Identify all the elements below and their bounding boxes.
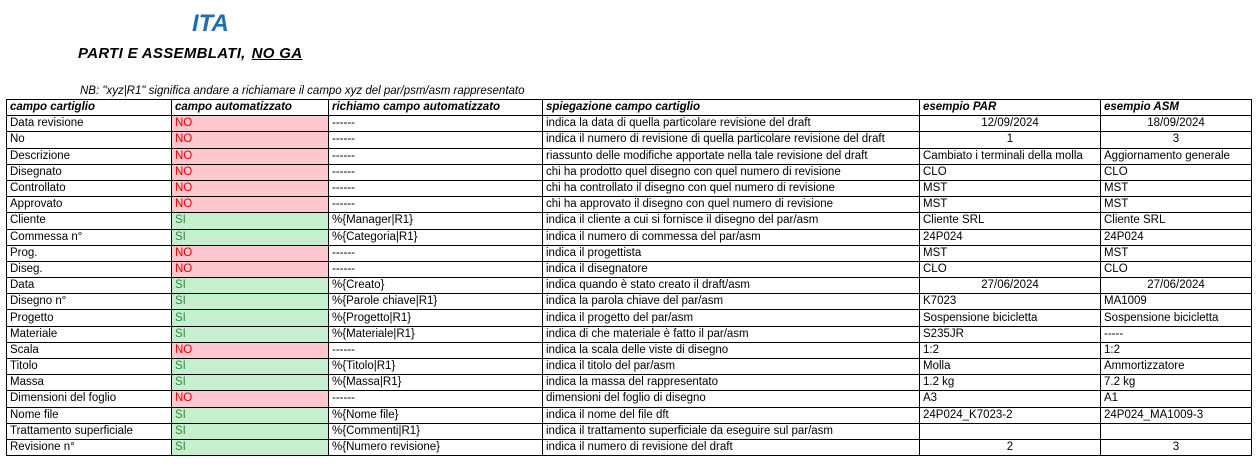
- cell-spiegazione[interactable]: indica il progettista: [543, 245, 920, 261]
- header-cell[interactable]: campo cartiglio: [7, 100, 172, 116]
- cell-esempio-asm[interactable]: A1: [1101, 391, 1252, 407]
- note-text: NB: "xyz|R1" significa andare a richiamare il campo xyz del par/psm/asm rappresentato: [80, 85, 525, 97]
- table-row: [7, 310, 1252, 326]
- cell-esempio-par[interactable]: 27/06/2024: [920, 278, 1101, 294]
- header-cell[interactable]: campo automatizzato: [172, 100, 329, 116]
- cell-spiegazione[interactable]: chi ha controllato il disegno con quel numero di revisione: [543, 180, 920, 196]
- cell-automatizzato[interactable]: NO: [172, 197, 329, 213]
- cell-esempio-asm[interactable]: 1:2: [1101, 342, 1252, 358]
- cell-automatizzato[interactable]: SI: [172, 326, 329, 342]
- cell-esempio-asm[interactable]: CLO: [1101, 261, 1252, 277]
- cell-richiamo[interactable]: ------: [329, 261, 543, 277]
- subtitle-main: PARTI E ASSEMBLATI,: [78, 45, 246, 62]
- cell-spiegazione[interactable]: indica di che materiale è fatto il par/asm: [543, 326, 920, 342]
- cell-spiegazione[interactable]: indica il numero di commessa del par/asm: [543, 229, 920, 245]
- cell-esempio-asm[interactable]: 7.2 kg: [1101, 375, 1252, 391]
- cell-spiegazione[interactable]: dimensioni del foglio di disegno: [543, 391, 920, 407]
- cell-automatizzato[interactable]: SI: [172, 423, 329, 439]
- cell-esempio-asm[interactable]: 24P024_MA1009-3: [1101, 407, 1252, 423]
- cell-automatizzato[interactable]: SI: [172, 310, 329, 326]
- cell-campo[interactable]: Materiale: [7, 326, 172, 342]
- cell-spiegazione[interactable]: indica la massa del rappresentato: [543, 375, 920, 391]
- cell-esempio-par[interactable]: Cambiato i terminali della molla: [920, 148, 1101, 164]
- cell-esempio-par[interactable]: 1:2: [920, 342, 1101, 358]
- cell-esempio-par[interactable]: 12/09/2024: [920, 116, 1101, 132]
- cell-esempio-asm[interactable]: [1101, 423, 1252, 439]
- cell-campo[interactable]: Disegno n°: [7, 294, 172, 310]
- cell-esempio-par[interactable]: Sospensione bicicletta: [920, 310, 1101, 326]
- table-row: [7, 197, 1252, 213]
- cell-richiamo[interactable]: ------: [329, 391, 543, 407]
- cell-richiamo[interactable]: %{Nome file}: [329, 407, 543, 423]
- cell-spiegazione[interactable]: indica il progetto del par/asm: [543, 310, 920, 326]
- table-row: [7, 180, 1252, 196]
- cell-spiegazione[interactable]: indica il nome del file dft: [543, 407, 920, 423]
- header-cell[interactable]: spiegazione campo cartiglio: [543, 100, 920, 116]
- cell-esempio-par[interactable]: MST: [920, 197, 1101, 213]
- header-cell[interactable]: esempio PAR: [920, 100, 1101, 116]
- cell-campo[interactable]: Disegnato: [7, 164, 172, 180]
- header-cell[interactable]: richiamo campo automatizzato: [329, 100, 543, 116]
- header-cell[interactable]: esempio ASM: [1101, 100, 1252, 116]
- table-row: [7, 116, 1252, 132]
- cell-automatizzato[interactable]: SI: [172, 407, 329, 423]
- subtitle-underlined: NO GA: [251, 45, 303, 62]
- cell-esempio-asm[interactable]: MST: [1101, 197, 1252, 213]
- cell-automatizzato[interactable]: NO: [172, 132, 329, 148]
- cell-automatizzato[interactable]: NO: [172, 261, 329, 277]
- table-row: [7, 294, 1252, 310]
- table-row: [7, 148, 1252, 164]
- cell-richiamo[interactable]: %{Titolo|R1}: [329, 359, 543, 375]
- cell-esempio-asm[interactable]: 24P024: [1101, 229, 1252, 245]
- table-row: [7, 213, 1252, 229]
- cell-campo[interactable]: Massa: [7, 375, 172, 391]
- cell-spiegazione[interactable]: indica la scala delle viste di disegno: [543, 342, 920, 358]
- cell-richiamo[interactable]: %{Manager|R1}: [329, 213, 543, 229]
- cell-automatizzato[interactable]: SI: [172, 294, 329, 310]
- cell-automatizzato[interactable]: NO: [172, 116, 329, 132]
- table-row: [7, 407, 1252, 423]
- cell-automatizzato[interactable]: SI: [172, 213, 329, 229]
- table-row: [7, 278, 1252, 294]
- table-row: [7, 375, 1252, 391]
- table-row: [7, 245, 1252, 261]
- cell-automatizzato[interactable]: NO: [172, 164, 329, 180]
- cell-richiamo[interactable]: ------: [329, 245, 543, 261]
- cell-esempio-par[interactable]: K7023: [920, 294, 1101, 310]
- cell-spiegazione[interactable]: indica la parola chiave del par/asm: [543, 294, 920, 310]
- cell-spiegazione[interactable]: indica il titolo del par/asm: [543, 359, 920, 375]
- cell-richiamo[interactable]: ------: [329, 148, 543, 164]
- cell-automatizzato[interactable]: NO: [172, 342, 329, 358]
- cell-campo[interactable]: Titolo: [7, 359, 172, 375]
- cell-esempio-asm[interactable]: CLO: [1101, 164, 1252, 180]
- cell-automatizzato[interactable]: NO: [172, 391, 329, 407]
- cell-esempio-par[interactable]: 24P024: [920, 229, 1101, 245]
- cell-campo[interactable]: Dimensioni del foglio: [7, 391, 172, 407]
- header-row: [7, 100, 1252, 116]
- cell-spiegazione[interactable]: indica quando è stato creato il draft/asm: [543, 278, 920, 294]
- table-row: [7, 326, 1252, 342]
- cell-automatizzato[interactable]: SI: [172, 375, 329, 391]
- cartiglio-table: [6, 99, 1252, 456]
- cell-richiamo[interactable]: %{Progetto|R1}: [329, 310, 543, 326]
- cell-richiamo[interactable]: %{Commenti|R1}: [329, 423, 543, 439]
- cell-esempio-asm[interactable]: Aggiornamento generale: [1101, 148, 1252, 164]
- sheet-subtitle: [78, 45, 302, 62]
- cell-campo[interactable]: Prog.: [7, 245, 172, 261]
- cell-campo[interactable]: Data revisione: [7, 116, 172, 132]
- cell-automatizzato[interactable]: NO: [172, 180, 329, 196]
- cell-campo[interactable]: Approvato: [7, 197, 172, 213]
- cell-esempio-par[interactable]: CLO: [920, 261, 1101, 277]
- cell-spiegazione[interactable]: indica la data di quella particolare revisione del draft: [543, 116, 920, 132]
- cell-richiamo[interactable]: ------: [329, 132, 543, 148]
- cell-esempio-par[interactable]: 1.2 kg: [920, 375, 1101, 391]
- cell-esempio-asm[interactable]: 27/06/2024: [1101, 278, 1252, 294]
- cell-automatizzato[interactable]: NO: [172, 245, 329, 261]
- cell-richiamo[interactable]: %{Creato}: [329, 278, 543, 294]
- table-row: [7, 342, 1252, 358]
- cell-esempio-par[interactable]: 1: [920, 132, 1101, 148]
- cell-spiegazione[interactable]: riassunto delle modifiche apportate nella tale revisione del draft: [543, 148, 920, 164]
- cell-esempio-asm[interactable]: 3: [1101, 132, 1252, 148]
- cell-automatizzato[interactable]: SI: [172, 359, 329, 375]
- cell-esempio-par[interactable]: Molla: [920, 359, 1101, 375]
- cell-campo[interactable]: Scala: [7, 342, 172, 358]
- cell-automatizzato[interactable]: SI: [172, 439, 329, 455]
- cell-esempio-asm[interactable]: Cliente SRL: [1101, 213, 1252, 229]
- cell-campo[interactable]: Progetto: [7, 310, 172, 326]
- cell-esempio-par[interactable]: Cliente SRL: [920, 213, 1101, 229]
- cell-esempio-asm[interactable]: Sospensione bicicletta: [1101, 310, 1252, 326]
- cell-esempio-asm[interactable]: MA1009: [1101, 294, 1252, 310]
- cell-esempio-par[interactable]: MST: [920, 180, 1101, 196]
- cell-campo[interactable]: Nome file: [7, 407, 172, 423]
- cell-richiamo[interactable]: %{Massa|R1}: [329, 375, 543, 391]
- cell-campo[interactable]: Cliente: [7, 213, 172, 229]
- table-row: [7, 261, 1252, 277]
- cell-richiamo[interactable]: %{Materiale|R1}: [329, 326, 543, 342]
- cell-richiamo[interactable]: ------: [329, 197, 543, 213]
- cell-campo[interactable]: Trattamento superficiale: [7, 423, 172, 439]
- cell-esempio-par[interactable]: MST: [920, 245, 1101, 261]
- cell-richiamo[interactable]: %{Categoria|R1}: [329, 229, 543, 245]
- cell-esempio-par[interactable]: S235JR: [920, 326, 1101, 342]
- cell-richiamo[interactable]: ------: [329, 116, 543, 132]
- cell-campo[interactable]: Commessa n°: [7, 229, 172, 245]
- cell-campo[interactable]: No: [7, 132, 172, 148]
- cell-spiegazione[interactable]: indica il numero di revisione del draft: [543, 439, 920, 455]
- cell-esempio-par[interactable]: 2: [920, 439, 1101, 455]
- cell-esempio-asm[interactable]: MST: [1101, 180, 1252, 196]
- table-row: [7, 391, 1252, 407]
- cell-richiamo[interactable]: ------: [329, 342, 543, 358]
- table-row: [7, 423, 1252, 439]
- cell-campo[interactable]: Diseg.: [7, 261, 172, 277]
- cell-campo[interactable]: Controllato: [7, 180, 172, 196]
- cell-spiegazione[interactable]: chi ha prodotto quel disegno con quel numero di revisione: [543, 164, 920, 180]
- cell-esempio-asm[interactable]: MST: [1101, 245, 1252, 261]
- cell-richiamo[interactable]: ------: [329, 180, 543, 196]
- cell-campo[interactable]: Descrizione: [7, 148, 172, 164]
- cell-esempio-asm[interactable]: -----: [1101, 326, 1252, 342]
- cell-spiegazione[interactable]: chi ha approvato il disegno con quel numero di revisione: [543, 197, 920, 213]
- cell-richiamo[interactable]: %{Numero revisione}: [329, 439, 543, 455]
- table-row: [7, 439, 1252, 455]
- cell-automatizzato[interactable]: NO: [172, 148, 329, 164]
- cell-spiegazione[interactable]: indica il disegnatore: [543, 261, 920, 277]
- cell-esempio-par[interactable]: A3: [920, 391, 1101, 407]
- table-row: [7, 359, 1252, 375]
- cell-esempio-asm[interactable]: Ammortizzatore: [1101, 359, 1252, 375]
- cell-automatizzato[interactable]: SI: [172, 229, 329, 245]
- cell-esempio-asm[interactable]: 18/09/2024: [1101, 116, 1252, 132]
- cell-spiegazione[interactable]: indica il trattamento superficiale da eseguire sul par/asm: [543, 423, 920, 439]
- sheet-title: ITA: [192, 10, 229, 37]
- cell-esempio-asm[interactable]: 3: [1101, 439, 1252, 455]
- cell-esempio-par[interactable]: CLO: [920, 164, 1101, 180]
- cell-campo[interactable]: Data: [7, 278, 172, 294]
- cell-richiamo[interactable]: ------: [329, 164, 543, 180]
- cell-spiegazione[interactable]: indica il cliente a cui si fornisce il disegno del par/asm: [543, 213, 920, 229]
- cell-esempio-par[interactable]: 24P024_K7023-2: [920, 407, 1101, 423]
- cell-spiegazione[interactable]: indica il numero di revisione di quella particolare revisione del draft: [543, 132, 920, 148]
- table-row: [7, 164, 1252, 180]
- cell-campo[interactable]: Revisione n°: [7, 439, 172, 455]
- cell-richiamo[interactable]: %{Parole chiave|R1}: [329, 294, 543, 310]
- cell-automatizzato[interactable]: SI: [172, 278, 329, 294]
- table-row: [7, 229, 1252, 245]
- table-row: [7, 132, 1252, 148]
- cell-esempio-par[interactable]: [920, 423, 1101, 439]
